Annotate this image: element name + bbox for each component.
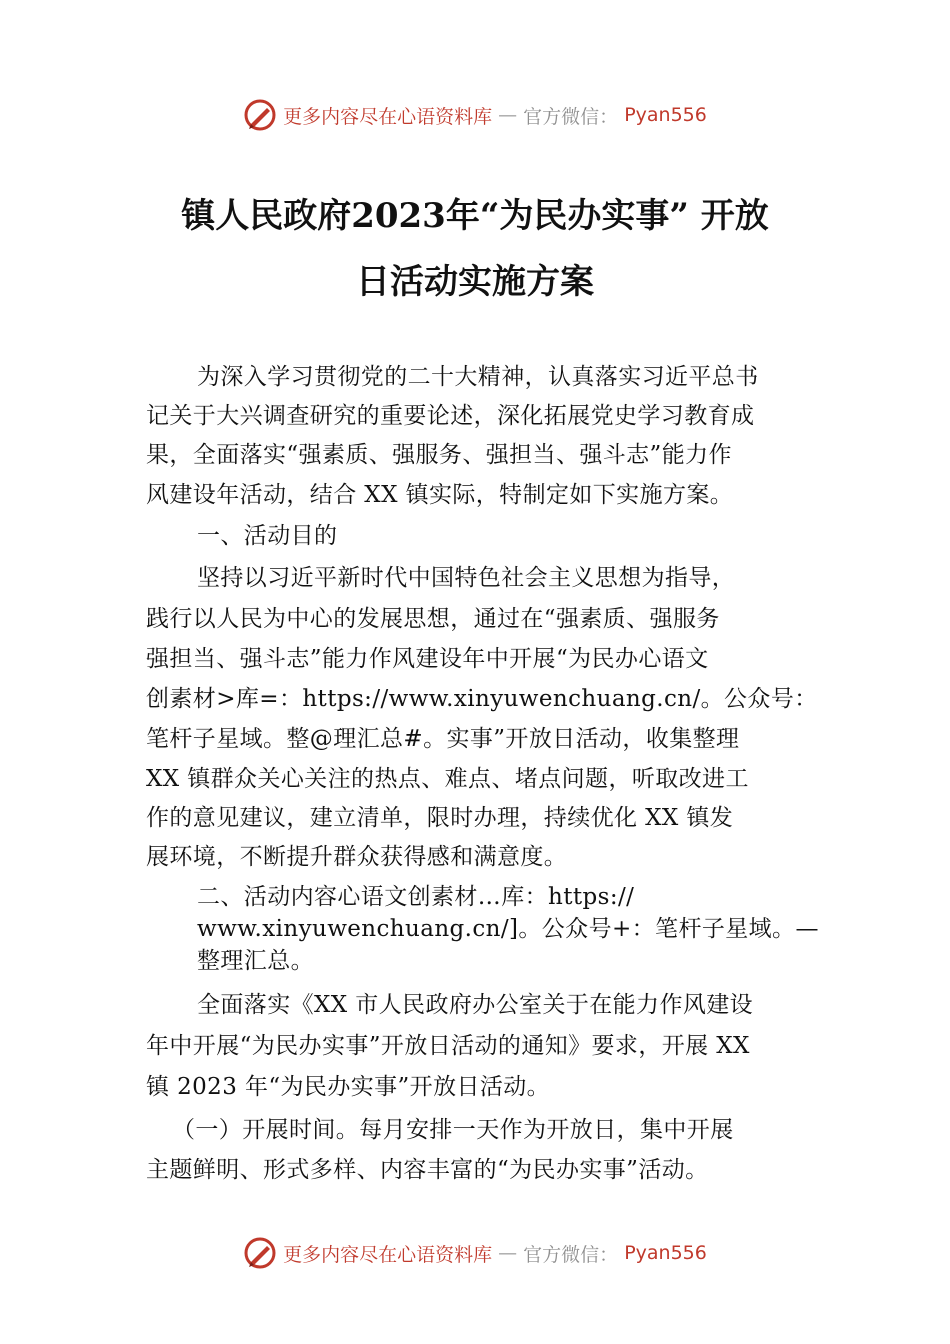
paragraph-line: 全面落实《XX 市人民政府办公室关于在能力作风建设 <box>197 992 754 1018</box>
watermark-wechat-label: 官方微信： <box>523 1243 619 1266</box>
subsection-line: （一）开展时间。每月安排一天作为开放日，集中开展 <box>172 1117 734 1143</box>
watermark-separator: — <box>498 1242 518 1264</box>
watermark-wechat-id: Pyan556 <box>624 1242 707 1264</box>
paragraph-line: 主题鲜明、形式多样、内容丰富的“为民办实事”活动。 <box>146 1157 709 1183</box>
paragraph-line: 镇 2023 年“为民办实事”开放日活动。 <box>146 1074 551 1100</box>
watermark-text: 更多内容尽在心语资料库 <box>283 1243 493 1266</box>
document-title-line-2: 日活动实施方案 <box>356 262 594 302</box>
paragraph-line: 强担当、强斗志”能力作风建设年中开展“为民办心语文 <box>146 646 709 672</box>
paragraph-line: 为深入学习贯彻党的二十大精神，认真落实习近平总书 <box>197 364 759 390</box>
pen-logo-icon <box>243 98 277 132</box>
paragraph-line: 整理汇总。 <box>197 948 314 974</box>
paragraph-line: 创素材>库=：https://www.xinyuwenchuang.cn/。公众号： <box>146 686 818 712</box>
section-heading: 二、活动内容心语文创素材…库：https:// <box>197 884 635 910</box>
paragraph-line: 展环境，不断提升群众获得感和满意度。 <box>146 844 568 870</box>
paragraph-line: www.xinyuwenchuang.cn/]。公众号+：笔杆子星域。— <box>197 916 819 942</box>
document-title-line-1: 镇人民政府2023年“为民办实事” 开放 <box>181 196 769 236</box>
watermark-text: 更多内容尽在心语资料库 <box>283 105 493 128</box>
paragraph-line: 笔杆子星域。整@理汇总#。实事”开放日活动，收集整理 <box>146 726 740 752</box>
paragraph-line: 作的意见建议，建立清单，限时办理，持续优化 XX 镇发 <box>146 805 734 831</box>
paragraph-line: 风建设年活动，结合 XX 镇实际，特制定如下实施方案。 <box>146 482 734 508</box>
header-watermark <box>0 95 950 135</box>
watermark-wechat-label: 官方微信： <box>523 105 619 128</box>
footer-watermark <box>0 1233 950 1273</box>
paragraph-line: 践行以人民为中心的发展思想，通过在“强素质、强服务 <box>146 606 720 632</box>
pen-logo-icon <box>243 1236 277 1270</box>
paragraph-line: XX 镇群众关心关注的热点、难点、堵点问题，听取改进工 <box>146 766 749 792</box>
watermark-wechat-id: Pyan556 <box>624 104 707 126</box>
paragraph-line: 坚持以习近平新时代中国特色社会主义思想为指导， <box>197 565 736 591</box>
paragraph-line: 年中开展“为民办实事”开放日活动的通知》要求，开展 XX <box>146 1033 750 1059</box>
paragraph-line: 记关于大兴调查研究的重要论述，深化拓展党史学习教育成 <box>146 403 755 429</box>
paragraph-line: 果，全面落实“强素质、强服务、强担当、强斗志”能力作 <box>146 442 732 468</box>
section-heading: 一、活动目的 <box>197 523 338 549</box>
watermark-separator: — <box>498 104 518 126</box>
